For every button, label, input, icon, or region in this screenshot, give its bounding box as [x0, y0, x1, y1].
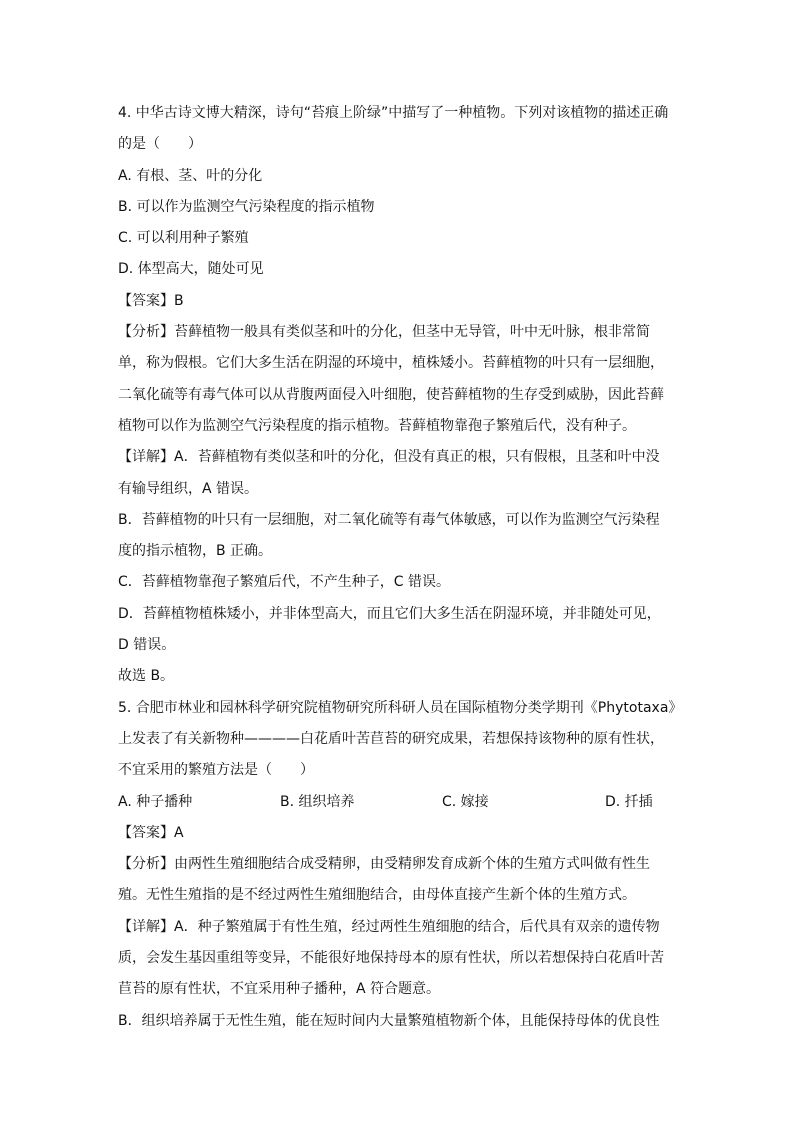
question-stem-line: 上发表了有关新物种————白花盾叶苦苣苔的研究成果，若想保持该物种的原有性状， — [118, 730, 664, 747]
analysis-line: 【分析】苔藓植物一般具有类似茎和叶的分化，但茎中无导管，叶中无叶脉，根非常简 — [118, 324, 650, 341]
analysis-line: 【分析】由两性生殖细胞结合成受精卵，由受精卵发育成新个体的生殖方式叫做有性生 — [118, 856, 650, 873]
question-stem-line: 4. 中华古诗文博大精深，诗句“苔痕上阶绿”中描写了一种植物。下列对该植物的描述正确 — [118, 105, 669, 121]
question-stem-line: 不宜采用的繁殖方法是（ ） — [118, 762, 314, 779]
detail-line: 故选 B。 — [118, 668, 175, 685]
analysis-line: 单，称为假根。它们大多生活在阴湿的环境中，植株矮小。苔藓植物的叶只有一层细胞， — [118, 355, 664, 372]
detail-line: B．苔藓植物的叶只有一层细胞，对二氧化硫等有毒气体敏感，可以作为监测空气污染程 — [118, 511, 660, 528]
option-c: C. 可以利用种子繁殖 — [118, 230, 249, 247]
detail-line: 度的指示植物，B 正确。 — [118, 543, 273, 560]
detail-line: B．组织培养属于无性生殖，能在短时间内大量繁殖植物新个体，且能保持母体的优良性 — [118, 1012, 660, 1029]
answer-line: 【答案】B — [118, 292, 184, 309]
detail-line: 【详解】A．苔藓植物有类似茎和叶的分化，但没有真正的根，只有假根，且茎和叶中没 — [118, 449, 660, 466]
question-stem-line: 的是（ ） — [118, 136, 202, 153]
option-d: D. 体型高大，随处可见 — [118, 261, 264, 278]
question-4 — [118, 98, 678, 693]
detail-line: 苣苔的原有性状，不宜采用种子播种，A 符合题意。 — [118, 981, 441, 998]
question-stem-line: 5. 合肥市林业和园林科学研究院植物研究所科研人员在国际植物分类学期刊《Phytotaxa》 — [118, 699, 683, 716]
question-5 — [118, 693, 683, 1037]
option-b: B. 组织培养 — [280, 793, 355, 810]
detail-line: D．苔藓植物植株矮小，并非体型高大，而且它们大多生活在阴湿环境，并非随处可见， — [118, 605, 661, 622]
detail-line: D 错误。 — [118, 637, 176, 654]
option-a: A. 种子播种 — [118, 793, 193, 810]
detail-line: 有输导组织，A 错误。 — [118, 480, 259, 497]
analysis-line: 二氧化硫等有毒气体可以从背腹两面侵入叶细胞，使苔藓植物的生存受到威胁，因此苔藓 — [118, 386, 664, 403]
option-a: A. 有根、茎、叶的分化 — [118, 167, 263, 184]
answer-line: 【答案】A — [118, 824, 184, 841]
option-d: D. 扦插 — [605, 793, 653, 810]
exam-document — [118, 98, 683, 1037]
option-c: C. 嫁接 — [442, 793, 489, 810]
detail-line: 质，会发生基因重组等变异，不能很好地保持母本的原有性状，所以若想保持白花盾叶苦 — [118, 950, 664, 967]
detail-line: 【详解】A．种子繁殖属于有性生殖，经过两性生殖细胞的结合，后代具有双亲的遗传物 — [118, 918, 660, 935]
analysis-line: 殖。无性生殖指的是不经过两性生殖细胞结合，由母体直接产生新个体的生殖方式。 — [118, 887, 636, 904]
detail-line: C．苔藓植物靠孢子繁殖后代，不产生种子，C 错误。 — [118, 574, 450, 591]
options-row — [118, 787, 678, 818]
option-b: B. 可以作为监测空气污染程度的指示植物 — [118, 198, 375, 215]
analysis-line: 植物可以作为监测空气污染程度的指示植物。苔藓植物靠孢子繁殖后代，没有种子。 — [118, 417, 636, 434]
